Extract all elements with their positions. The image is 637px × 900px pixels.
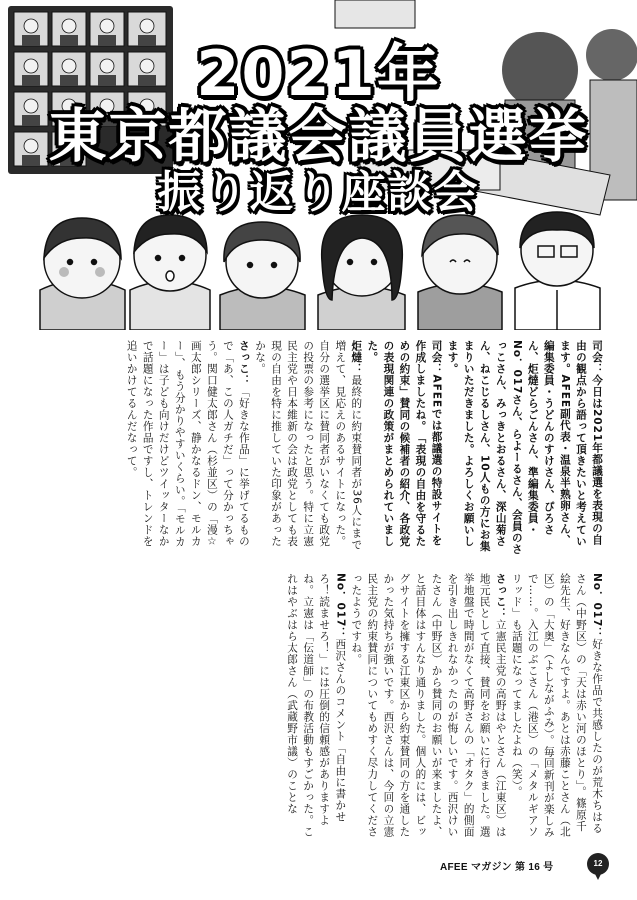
speaker-label: 炬燵：	[350, 340, 363, 375]
paragraph	[445, 340, 605, 556]
paragraph-text: AFEEでは都議選の特設サイトを作成しましたね。「表現の自由を守るための約束」賛同の候補者の紹介、各政党の表現関連の政策がまとめられていました。	[366, 340, 443, 547]
paragraph-text: 今日は2021年都議選を表現の自由の観点から語って頂きたいと考えています。AFEE副代表・温泉半熟卵さん、編集委員・うどんのすけさん、ぴろさん、炬燵どらごんさん、準編集委員・No．017さん、らよーるさん、会員のさっこさん、みっきとおるさん、深山菊さん、ねこじるしさん、10人もの方にお集まりいただきました。よろしくお願いします。	[446, 340, 603, 556]
magazine-issue-label: AFEE マガジン 第 16 号	[440, 862, 554, 873]
paragraph-text: 最終的に約束賛同者が36人にまで増えて、見応えのあるサイトになった。自分の選挙区に賛同者がいなくても政党の投票の参考になったと思う。特に立憲民主党や日本維新の会は政党としても表現の自由を特に推していた印象があったかな。	[254, 340, 363, 551]
paragraph-text: 西沢さんのコメント「自由に書かせろ！読ませろ！」には圧倒的信頼感がありますよね。立憲は「伝道師」の布教活動もすごかった。これはやぶはら太郎さん（武蔵野市議）のことな	[286, 573, 347, 838]
paragraph	[364, 340, 444, 556]
page-number-badge: 12	[587, 853, 609, 875]
speaker-label: 司会：	[591, 340, 603, 375]
title-sub: 振り返り座談会	[157, 167, 480, 218]
article-upper-block	[40, 340, 605, 556]
panelists	[40, 212, 600, 330]
paragraph	[348, 573, 508, 841]
speaker-label: No．017：	[591, 573, 603, 639]
header-illustration	[0, 0, 637, 330]
paragraph	[124, 340, 252, 556]
speaker-label: さっこ：	[237, 340, 250, 386]
paragraph-text: 立憲民主党の高野はやとさん（江東区）は地元民として直接、賛同をお願いに行きました。選挙地盤で時間がなくて高野さんの「オタク」的側面を引き出しきれなかったのが悔しいです。西沢けいたさん（中野区）から賛同のお願いが来ましたよ、と話目体はすんなり通りました。個人的には、ビッグサイトを擁する江東区から約束賛同の方を通したかった気持ちが強いです。西沢さんは、今回の立憲民主党の約束賛同についてもめすく尽力してくださったようですね。	[350, 573, 507, 838]
speaker-label: 司会：	[430, 340, 443, 375]
article-lower-block	[40, 573, 605, 841]
title-year: 2021年	[196, 37, 441, 110]
paragraph-text: 好きな作品で共感したのが荒木ちはるさん（中野区）の「天は赤い河のほとり」。篠原千絵先生、好きなんですよ。あとは赤藤ことさん（北区）の「大奥」（よしながふみ）。毎回新刊が楽しみで……。入江のぶこさん（港区）の「メタルギアソリッド」も話題になってましたよね（笑）。	[510, 573, 603, 839]
speaker-label: さっこ：	[494, 573, 507, 619]
paragraph	[509, 573, 605, 841]
paragraph	[252, 340, 364, 556]
paragraph	[284, 573, 348, 841]
title-main: 東京都議会議員選挙	[48, 102, 589, 170]
paragraph-text: 「好きな作品」に挙げてるもので「あ、この人ガチだ」って分かっちゃう。関口健太郎さん（杉並区）の「漫☆画太郎シリーズ、静かなるドン、モルカー」、もう分かりやすいくらい。「モルカー」は子ども向けだけどツイッターなかで話題になった作品ですし、トレンドを追いかけてるんだなって。	[125, 340, 250, 549]
speaker-label: No．017：	[334, 573, 347, 639]
